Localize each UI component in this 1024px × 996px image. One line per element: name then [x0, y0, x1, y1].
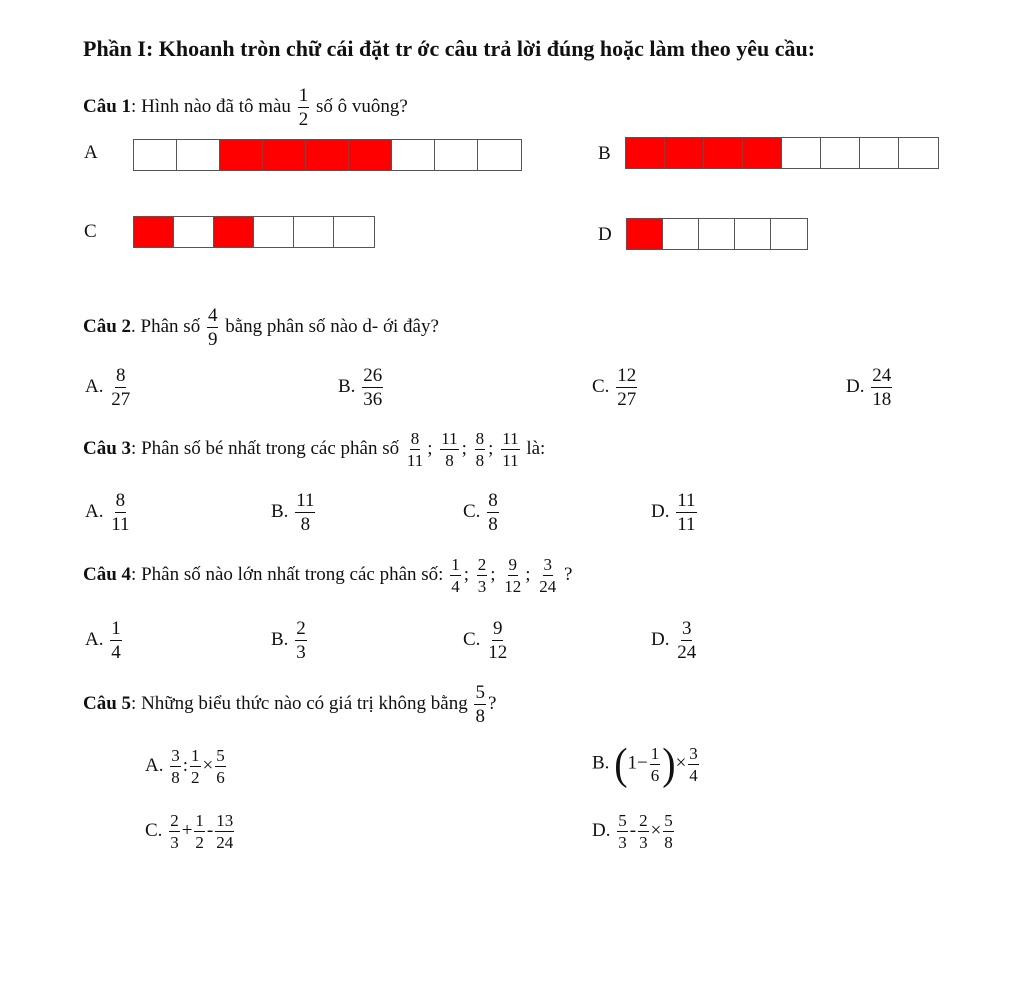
option-letter: C. — [463, 628, 481, 650]
number: 1 — [627, 752, 638, 774]
question-5 — [83, 683, 496, 726]
fraction: $\frac{4}{9}$ — [207, 305, 218, 350]
fraction: $\frac{1}{2}$ — [191, 746, 200, 787]
q4-option-b[interactable] — [271, 619, 309, 662]
q4-option-c[interactable] — [463, 619, 510, 662]
option-letter: D. — [592, 819, 611, 841]
question-1-label: Câu 1 — [83, 95, 132, 117]
fraction: $\frac{26}{36}$ — [363, 365, 383, 410]
option-letter-a[interactable]: A — [84, 142, 98, 163]
fraction: $\frac{12}{27}$ — [617, 365, 637, 410]
fraction: $\frac{8}{8}$ — [488, 490, 498, 535]
fraction: $\frac{13}{24}$ — [216, 811, 234, 852]
question-5-text-end: ? — [487, 692, 497, 714]
empty-square — [860, 138, 899, 168]
fraction: $\frac{3}{24}$ — [539, 555, 557, 596]
empty-square — [174, 217, 214, 247]
option-letter: B. — [592, 752, 610, 774]
option-letter: B. — [271, 500, 289, 522]
fraction: $\frac{11}{11}$ — [677, 490, 696, 535]
question-4-text-end: ? — [564, 563, 573, 585]
empty-square — [735, 219, 771, 249]
question-2 — [83, 306, 439, 349]
question-4-label: Câu 4 — [83, 563, 132, 585]
question-1-text: : Hình nào đã tô màu — [131, 95, 291, 117]
empty-square — [435, 140, 478, 170]
question-4-text: : Phân số nào lớn nhất trong các phân số: — [131, 563, 444, 585]
shaded-square — [220, 140, 263, 170]
q3-option-a[interactable] — [85, 491, 133, 534]
grid-option-b[interactable] — [625, 137, 939, 169]
operator: - — [629, 819, 637, 841]
option-letter: B. — [338, 375, 356, 397]
shaded-square — [306, 140, 349, 170]
q2-option-b[interactable] — [338, 366, 385, 409]
shaded-square — [263, 140, 306, 170]
option-letter: A. — [85, 375, 104, 397]
q2-option-c[interactable] — [592, 366, 639, 409]
option-letter: C. — [592, 375, 610, 397]
fraction: $\frac{5}{8}$ — [664, 811, 673, 852]
fraction: $\frac{24}{18}$ — [872, 365, 892, 410]
fraction: $\frac{2}{3}$ — [477, 555, 487, 596]
question-3-label: Câu 3 — [83, 437, 132, 459]
fraction: $\frac{8}{11}$ — [111, 490, 130, 535]
fraction: $\frac{2}{3}$ — [296, 618, 306, 663]
section-title: Phần I: Khoanh tròn chữ cái đặt tr ớc câu trả lời đúng hoặc làm theo yêu cầu: — [83, 36, 816, 61]
paren-right: ) — [662, 738, 676, 789]
empty-square — [392, 140, 435, 170]
empty-square — [334, 217, 374, 247]
shaded-square — [665, 138, 704, 168]
question-5-label: Câu 5 — [83, 692, 132, 714]
question-4: Câu 4: Phân số nào lớn nhất trong các phân số: $\frac{1}{4}$ ; $\frac{2}{3}$ ; $\frac{9}{12}$ ; $\frac{3}{24}$ ? — [83, 555, 573, 596]
operator: : — [182, 754, 189, 776]
option-letter: A. — [145, 754, 164, 776]
q5-option-c[interactable] — [145, 812, 236, 851]
fraction: $\frac{5}{8}$ — [475, 682, 485, 727]
fraction: $\frac{1}{4}$ — [451, 555, 460, 596]
option-letter: C. — [145, 819, 163, 841]
fraction: $\frac{11}{11}$ — [502, 429, 519, 470]
grid-option-a[interactable] — [133, 139, 522, 171]
fraction: $\frac{8}{27}$ — [111, 365, 131, 410]
operator: − — [637, 752, 648, 774]
operator: × — [650, 819, 662, 841]
question-1-text-end: số ô vuông? — [315, 95, 408, 117]
q5-option-b[interactable] — [592, 738, 701, 789]
question-5-text: : Những biểu thức nào có giá trị không bằng — [131, 692, 468, 714]
empty-square — [478, 140, 521, 170]
fraction: $\frac{1}{6}$ — [650, 743, 660, 785]
operator: + — [181, 819, 193, 841]
q4-option-d[interactable] — [651, 619, 699, 662]
empty-square — [294, 217, 334, 247]
empty-square — [771, 219, 807, 249]
question-2-text-end: bằng phân số nào d- ới đây? — [225, 315, 439, 337]
shaded-square — [627, 219, 663, 249]
fraction: $\frac{3}{4}$ — [689, 743, 698, 785]
empty-square — [821, 138, 860, 168]
grid-option-c[interactable] — [133, 216, 375, 248]
empty-square — [134, 140, 177, 170]
option-letter: C. — [463, 500, 481, 522]
shaded-square — [214, 217, 254, 247]
q2-option-a[interactable] — [85, 366, 133, 409]
fraction: $\frac{5}{6}$ — [216, 746, 225, 787]
q3-option-d[interactable] — [651, 491, 699, 534]
option-letter: A. — [85, 500, 104, 522]
fraction: $\frac{11}{8}$ — [296, 490, 315, 535]
empty-square — [899, 138, 938, 168]
q2-option-d[interactable] — [846, 366, 894, 409]
question-3-text: : Phân số bé nhất trong các phân số — [131, 437, 400, 459]
option-letter-b[interactable]: B — [598, 143, 611, 164]
fraction: $\frac{9}{12}$ — [504, 555, 522, 596]
shaded-square — [626, 138, 665, 168]
empty-square — [699, 219, 735, 249]
option-letter-c[interactable]: C — [84, 221, 97, 242]
empty-square — [782, 138, 821, 168]
q5-option-a[interactable] — [145, 747, 228, 786]
empty-square — [663, 219, 699, 249]
q3-option-c[interactable] — [463, 491, 501, 534]
fraction: $\frac{11}{8}$ — [441, 429, 458, 470]
shaded-square — [349, 140, 392, 170]
operator: × — [202, 754, 214, 776]
paren-left: ( — [614, 738, 628, 789]
question-2-text: . Phân số — [131, 315, 201, 337]
shaded-square — [743, 138, 782, 168]
grid-option-d[interactable] — [626, 218, 808, 250]
fraction: $\frac{2}{3}$ — [170, 811, 179, 852]
operator: × — [675, 752, 687, 774]
fraction: $\frac{2}{3}$ — [639, 811, 648, 852]
fraction: $\frac{5}{3}$ — [618, 811, 627, 852]
shaded-square — [134, 217, 174, 247]
q3-option-b[interactable] — [271, 491, 317, 534]
question-3-text-end: là: — [526, 437, 546, 459]
empty-square — [254, 217, 294, 247]
fraction: $\frac{9}{12}$ — [488, 618, 508, 663]
option-letter: D. — [651, 628, 670, 650]
q5-option-d[interactable] — [592, 812, 676, 851]
option-letter: B. — [271, 628, 289, 650]
option-letter: D. — [846, 375, 865, 397]
fraction: $\frac{3}{24}$ — [677, 618, 697, 663]
empty-square — [177, 140, 220, 170]
question-1 — [83, 86, 408, 129]
fraction: $\frac{8}{11}$ — [406, 429, 424, 470]
option-letter: A. — [85, 628, 104, 650]
q4-option-a[interactable] — [85, 619, 124, 662]
question-2-label: Câu 2 — [83, 315, 132, 337]
fraction: $\frac{8}{8}$ — [475, 429, 485, 470]
operator: - — [206, 819, 214, 841]
fraction: $\frac{1}{4}$ — [111, 618, 121, 663]
question-3: Câu 3: Phân số bé nhất trong các phân số $\frac{8}{11}$ ; $\frac{11}{8}$ ; $\frac{8}{8}$ ; $\frac{11}{11}$ là: — [83, 429, 546, 470]
option-letter-d[interactable]: D — [598, 224, 612, 245]
option-letter: D. — [651, 500, 670, 522]
shaded-square — [704, 138, 743, 168]
fraction: $\frac{3}{8}$ — [171, 746, 180, 787]
fraction: $\frac{1}{2}$ — [298, 85, 309, 130]
fraction: $\frac{1}{2}$ — [195, 811, 204, 852]
